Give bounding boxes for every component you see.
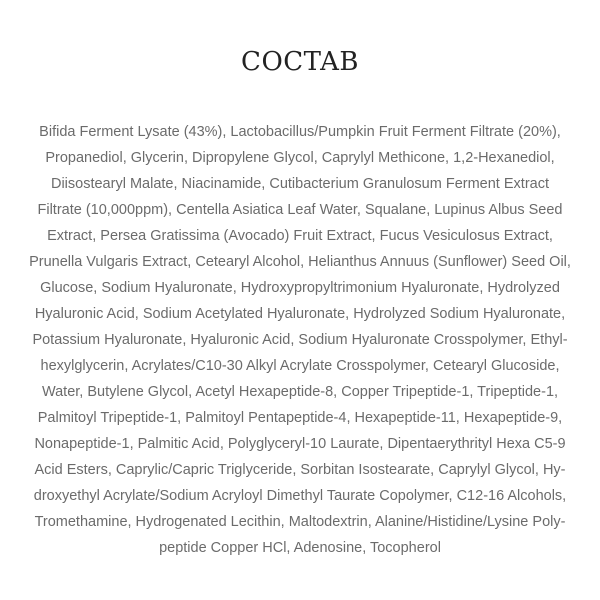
ingredients-line: Filtrate (10,000ppm), Centella Asiatica Leaf Water, Squalane, Lupinus Albus Seed	[37, 202, 563, 218]
ingredients-line: Palmitoyl Tripeptide-1, Palmitoyl Pentapeptide-4, Hexapeptide-11, Hexapeptide-9,	[37, 410, 563, 426]
ingredients-line: Bifida Ferment Lysate (43%), Lactobacillus/Pumpkin Fruit Ferment Filtrate (20%),	[39, 124, 561, 140]
ingredients-line: hexylglycerin, Acrylates/C10-30 Alkyl Acrylate Crosspolymer, Cetearyl Glucoside,	[40, 358, 560, 374]
product-title: COCTAB	[241, 47, 359, 77]
ingredients-list	[12, 119, 588, 561]
ingredients-line: peptide Copper HCl, Adenosine, Tocopherol	[159, 540, 441, 556]
ingredients-line: Diisostearyl Malate, Niacinamide, Cutibacterium Granulosum Ferment Extract	[50, 176, 549, 192]
ingredients-line: Potassium Hyaluronate, Hyaluronic Acid, Sodium Hyaluronate Crosspolymer, Ethyl-	[32, 332, 568, 348]
ingredients-line: Acid Esters, Caprylic/Capric Triglyceride, Sorbitan Isostearate, Caprylyl Glycol, Hy-	[34, 462, 566, 478]
ingredients-line: Tromethamine, Hydrogenated Lecithin, Maltodextrin, Alanine/Histidine/Lysine Poly-	[34, 514, 566, 530]
ingredients-line: Nonapeptide-1, Palmitic Acid, Polyglyceryl-10 Laurate, Dipentaerythrityl Hexa C5-9	[34, 436, 566, 452]
ingredients-line: Propanediol, Glycerin, Dipropylene Glycol, Caprylyl Methicone, 1,2-Hexanediol,	[45, 150, 555, 166]
ingredients-line: Extract, Persea Gratissima (Avocado) Fruit Extract, Fucus Vesiculosus Extract,	[47, 228, 553, 244]
ingredients-line: Hyaluronic Acid, Sodium Acetylated Hyaluronate, Hydrolyzed Sodium Hyaluronate,	[34, 306, 566, 322]
ingredients-line: droxyethyl Acrylate/Sodium Acryloyl Dimethyl Taurate Copolymer, C12-16 Alcohols,	[33, 488, 567, 504]
ingredients-line: Glucose, Sodium Hyaluronate, Hydroxypropyltrimonium Hyaluronate, Hydrolyzed	[40, 280, 560, 296]
ingredients-line: Prunella Vulgaris Extract, Cetearyl Alcohol, Helianthus Annuus (Sunflower) Seed Oil,	[29, 254, 571, 270]
ingredients-line: Water, Butylene Glycol, Acetyl Hexapeptide-8, Copper Tripeptide-1, Tripeptide-1,	[41, 384, 559, 400]
